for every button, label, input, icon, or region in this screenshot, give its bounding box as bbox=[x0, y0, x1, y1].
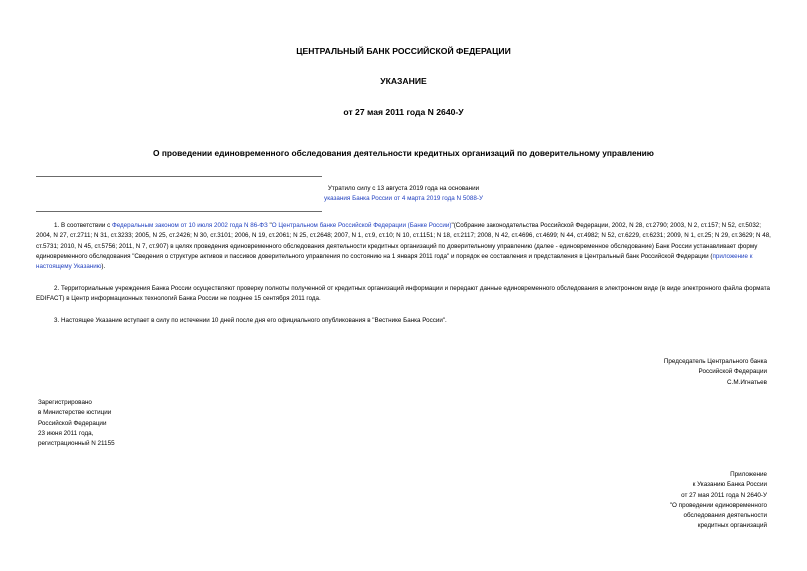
paragraph-1-body: "(Собрание законодательства Российской Федерации, 2002, N 28, ст.2790; 2003, N 2, ст.157; N 52, ст.5032; 2004, N 27, ст.2711; N 31, ст.3233; 2005, N 25, ст.2426; N 30, ст.3101; 2006, N 19, ст.2061; N 25, ст.2648; 2007, N 1, ст.9, ст.10; N 10, ст.1151; N 18, ст.2117; 2008, N 42, ст.4696, ст.4699; N 44, ст.4982; N 52, ст.6229, ст.6231; 2009, N 1, ст.25; N 29, ст.3629; N 48, ст.5731; 2010, N 45, ст.5756; 2011, N 7, ст.907) в целях проведения единовременного обследования деятельности кредитных организаций по доверительному управлению (далее - единовременное обследование) Банк России устанавливает форму единовременного обследования "Сведения о структуре активов и пассивов доверительного управления по состоянию на 1 января 2011 года" и порядок ее составления и представления в Центральный банк Российской Федерации ( bbox=[36, 222, 771, 260]
paragraph-3 bbox=[36, 316, 772, 326]
doc-date-heading: от 27 мая 2011 года N 2640-У bbox=[343, 107, 464, 117]
appendix-line-6: кредитных организаций bbox=[697, 522, 767, 530]
signature-position: Председатель Центрального банка bbox=[663, 358, 767, 365]
appendix-line-3: от 27 мая 2011 года N 2640-У bbox=[681, 491, 767, 499]
divider-bottom bbox=[36, 211, 322, 212]
paragraph-1-suffix: ). bbox=[101, 263, 106, 271]
page-title: О проведении единовременного обследования деятельности кредитных организаций по доверительному управлению bbox=[153, 148, 654, 158]
registration-line-3: Российской Федерации bbox=[38, 419, 107, 427]
repeal-document-link[interactable]: указания Банка России от 4 марта 2019 года N 5088-У bbox=[324, 195, 483, 202]
registration-number: регистрационный N 21155 bbox=[38, 440, 115, 448]
appendix-link[interactable]: приложение к настоящему Указанию bbox=[36, 252, 753, 271]
appendix-line-5: обследования деятельности bbox=[683, 512, 767, 520]
signature-name: С.М.Игнатьев bbox=[727, 378, 767, 386]
doc-type-heading: УКАЗАНИЕ bbox=[380, 76, 427, 86]
institution-heading: ЦЕНТРАЛЬНЫЙ БАНК РОССИЙСКОЙ ФЕДЕРАЦИИ bbox=[296, 46, 511, 56]
registration-date: 23 июня 2011 года, bbox=[38, 429, 94, 437]
paragraph-2 bbox=[36, 284, 772, 305]
registration-block bbox=[38, 398, 115, 449]
signature-country: Российской Федерации bbox=[698, 368, 767, 376]
registration-line-2: в Министерстве юстиции bbox=[38, 409, 112, 417]
divider-top bbox=[36, 176, 322, 177]
appendix-block bbox=[670, 470, 767, 532]
federal-law-link[interactable]: Федеральным законом от 10 июля 2002 года N 86-ФЗ bbox=[111, 222, 268, 229]
appendix-line-4: "О проведении единовременного bbox=[669, 501, 767, 509]
paragraph-2-text: 2. Территориальные учреждения Банка России осуществляют проверку полноты полученной от кредитных организаций информации и передают данные единовременного обследования в электронном виде (в виде электронного файла формата EDIFACT) в Центр информационных технологий Банка России не позднее 15 сентября 2011 года. bbox=[36, 285, 770, 303]
appendix-line-2: к Указанию Банка России bbox=[692, 481, 767, 489]
appendix-line-1: Приложение bbox=[730, 471, 767, 478]
paragraph-3-text: 3. Настоящее Указание вступает в силу по истечении 10 дней после дня его официального опубликования в "Вестнике Банка России". bbox=[54, 317, 447, 324]
validity-note-text: Утратило силу с 13 августа 2019 года на основании bbox=[327, 185, 480, 192]
central-bank-law-link[interactable]: О Центральном банке Российской Федерации (Банке России) bbox=[271, 222, 452, 229]
validity-note bbox=[0, 184, 807, 204]
signature-block bbox=[664, 357, 767, 388]
paragraph-1-prefix: 1. В соответствии с bbox=[54, 222, 112, 229]
registration-line-1: Зарегистрировано bbox=[38, 399, 92, 406]
paragraph-1-quote: " bbox=[267, 222, 272, 229]
paragraph-1 bbox=[36, 221, 772, 272]
